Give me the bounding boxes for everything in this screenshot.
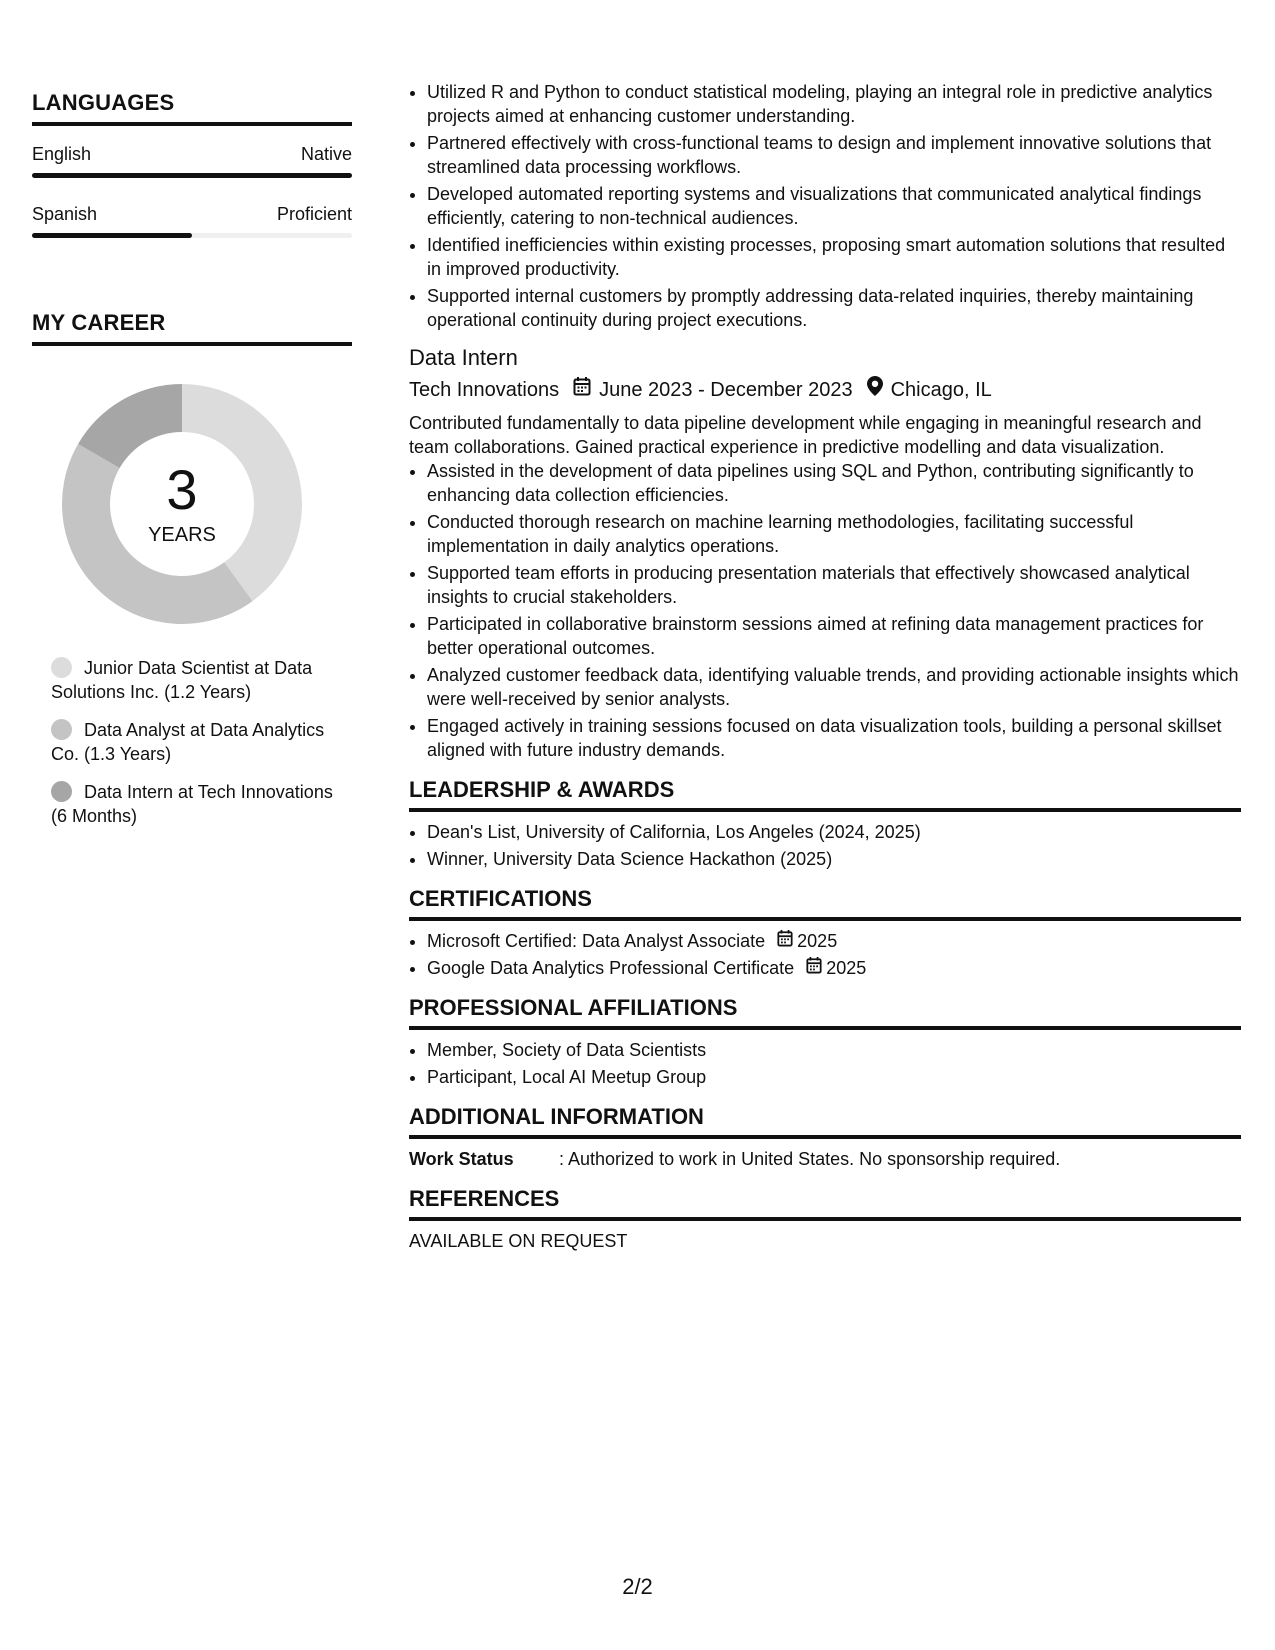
list-item: • Identified inefficiencies within existing processes, proposing smart automation solutions that resulted in improved productivity.	[427, 233, 1241, 281]
calendar-icon	[573, 376, 591, 403]
career-heading: MY CAREER	[32, 310, 352, 346]
leadership-list	[409, 820, 1241, 871]
donut-center	[54, 376, 310, 632]
previous-job-bullets	[409, 80, 1241, 332]
certifications-heading: CERTIFICATIONS	[409, 887, 1241, 921]
certification-item	[427, 956, 1241, 980]
career-donut-chart	[54, 376, 310, 632]
references-text: AVAILABLE ON REQUEST	[409, 1231, 628, 1251]
list-item: • Conducted thorough research on machine learning methodologies, facilitating successful implementation in daily analytics operations.	[427, 510, 1241, 558]
affiliations-list	[409, 1038, 1241, 1089]
list-item: • Assisted in the development of data pipelines using SQL and Python, contributing significantly to enhancing data collection efficiencies.	[427, 459, 1241, 507]
certification-name: Google Data Analytics Professional Certificate	[427, 958, 795, 978]
job-title: Data Intern	[409, 345, 518, 370]
language-level: Proficient	[276, 204, 352, 224]
legend-label: Data Intern at Tech Innovations (6 Months)	[51, 782, 333, 826]
list-item: • Engaged actively in training sessions focused on data visualization tools, building a personal skillset aligned with future industry demands.	[427, 714, 1241, 762]
languages-heading: LANGUAGES	[32, 90, 352, 126]
list-item: • Partnered effectively with cross-functional teams to design and implement innovative solutions that streamlined data processing workflows.	[427, 131, 1241, 179]
legend-item	[51, 780, 341, 828]
affiliations-heading: PROFESSIONAL AFFILIATIONS	[409, 996, 1241, 1030]
language-bar-fill	[32, 173, 352, 178]
legend-label: Data Analyst at Data Analytics Co. (1.3 Years)	[51, 720, 325, 764]
list-item: • Winner, University Data Science Hackathon (2025)	[427, 847, 1241, 871]
language-spanish	[32, 204, 352, 238]
certification-year: 2025	[826, 958, 867, 978]
work-status-row	[409, 1147, 1241, 1171]
legend-dot	[51, 781, 72, 802]
map-pin-icon	[867, 376, 883, 403]
list-item: • Utilized R and Python to conduct statistical modeling, playing an integral role in predictive analytics projects aimed at enhancing customer understanding.	[427, 80, 1241, 128]
career-total-unit: YEARS	[148, 523, 216, 546]
calendar-icon	[777, 929, 797, 953]
legend-dot	[51, 719, 72, 740]
legend-dot	[51, 657, 72, 678]
job-dates: June 2023 - December 2023	[599, 378, 853, 401]
language-name: Spanish	[32, 204, 98, 224]
work-status-value: : Authorized to work in United States. No sponsorship required.	[559, 1149, 1061, 1169]
right-column	[409, 80, 1241, 1253]
certification-year: 2025	[797, 931, 838, 951]
legend-item	[51, 656, 341, 704]
work-status-label: Work Status	[409, 1149, 514, 1169]
list-item: • Developed automated reporting systems and visualizations that communicated analytical findings efficiently, catering to non-technical audiences.	[427, 182, 1241, 230]
language-bar	[32, 233, 352, 238]
list-item: • Supported internal customers by promptly addressing data-related inquiries, thereby maintaining operational continuity during project executions.	[427, 284, 1241, 332]
references-heading: REFERENCES	[409, 1187, 1241, 1221]
legend-label: Junior Data Scientist at Data Solutions Inc. (1.2 Years)	[51, 658, 313, 702]
job-location: Chicago, IL	[890, 378, 992, 401]
certification-name: Microsoft Certified: Data Analyst Associate	[427, 931, 766, 951]
page-number: 2/2	[622, 1574, 653, 1599]
job-description: Contributed fundamentally to data pipeline development while engaging in meaningful research and team collaborations. Gained practical experience in predictive modelling and data visualization.	[409, 413, 1202, 457]
certifications-list	[409, 929, 1241, 980]
calendar-icon	[806, 956, 826, 980]
language-bar-fill	[32, 233, 192, 238]
list-item: • Analyzed customer feedback data, identifying valuable trends, and providing actionable insights which were well-received by senior analysts.	[427, 663, 1241, 711]
job-bullets	[409, 459, 1241, 762]
career-total-years: 3	[166, 457, 198, 521]
leadership-heading: LEADERSHIP & AWARDS	[409, 778, 1241, 812]
left-column	[32, 90, 352, 842]
additional-info-heading: ADDITIONAL INFORMATION	[409, 1105, 1241, 1139]
certification-item	[427, 929, 1241, 953]
language-english	[32, 144, 352, 178]
language-level: Native	[300, 144, 352, 164]
language-name: English	[32, 144, 92, 164]
language-bar	[32, 173, 352, 178]
list-item: • Supported team efforts in producing presentation materials that effectively showcased analytical insights to crucial stakeholders.	[427, 561, 1241, 609]
job-meta	[409, 376, 1241, 403]
list-item: • Participated in collaborative brainstorm sessions aimed at refining data management practices for better operational outcomes.	[427, 612, 1241, 660]
career-legend	[51, 656, 341, 828]
list-item: • Dean's List, University of California, Los Angeles (2024, 2025)	[427, 820, 1241, 844]
list-item: • Member, Society of Data Scientists	[427, 1038, 1241, 1062]
legend-item	[51, 718, 341, 766]
job-company: Tech Innovations	[409, 378, 560, 401]
list-item: • Participant, Local AI Meetup Group	[427, 1065, 1241, 1089]
